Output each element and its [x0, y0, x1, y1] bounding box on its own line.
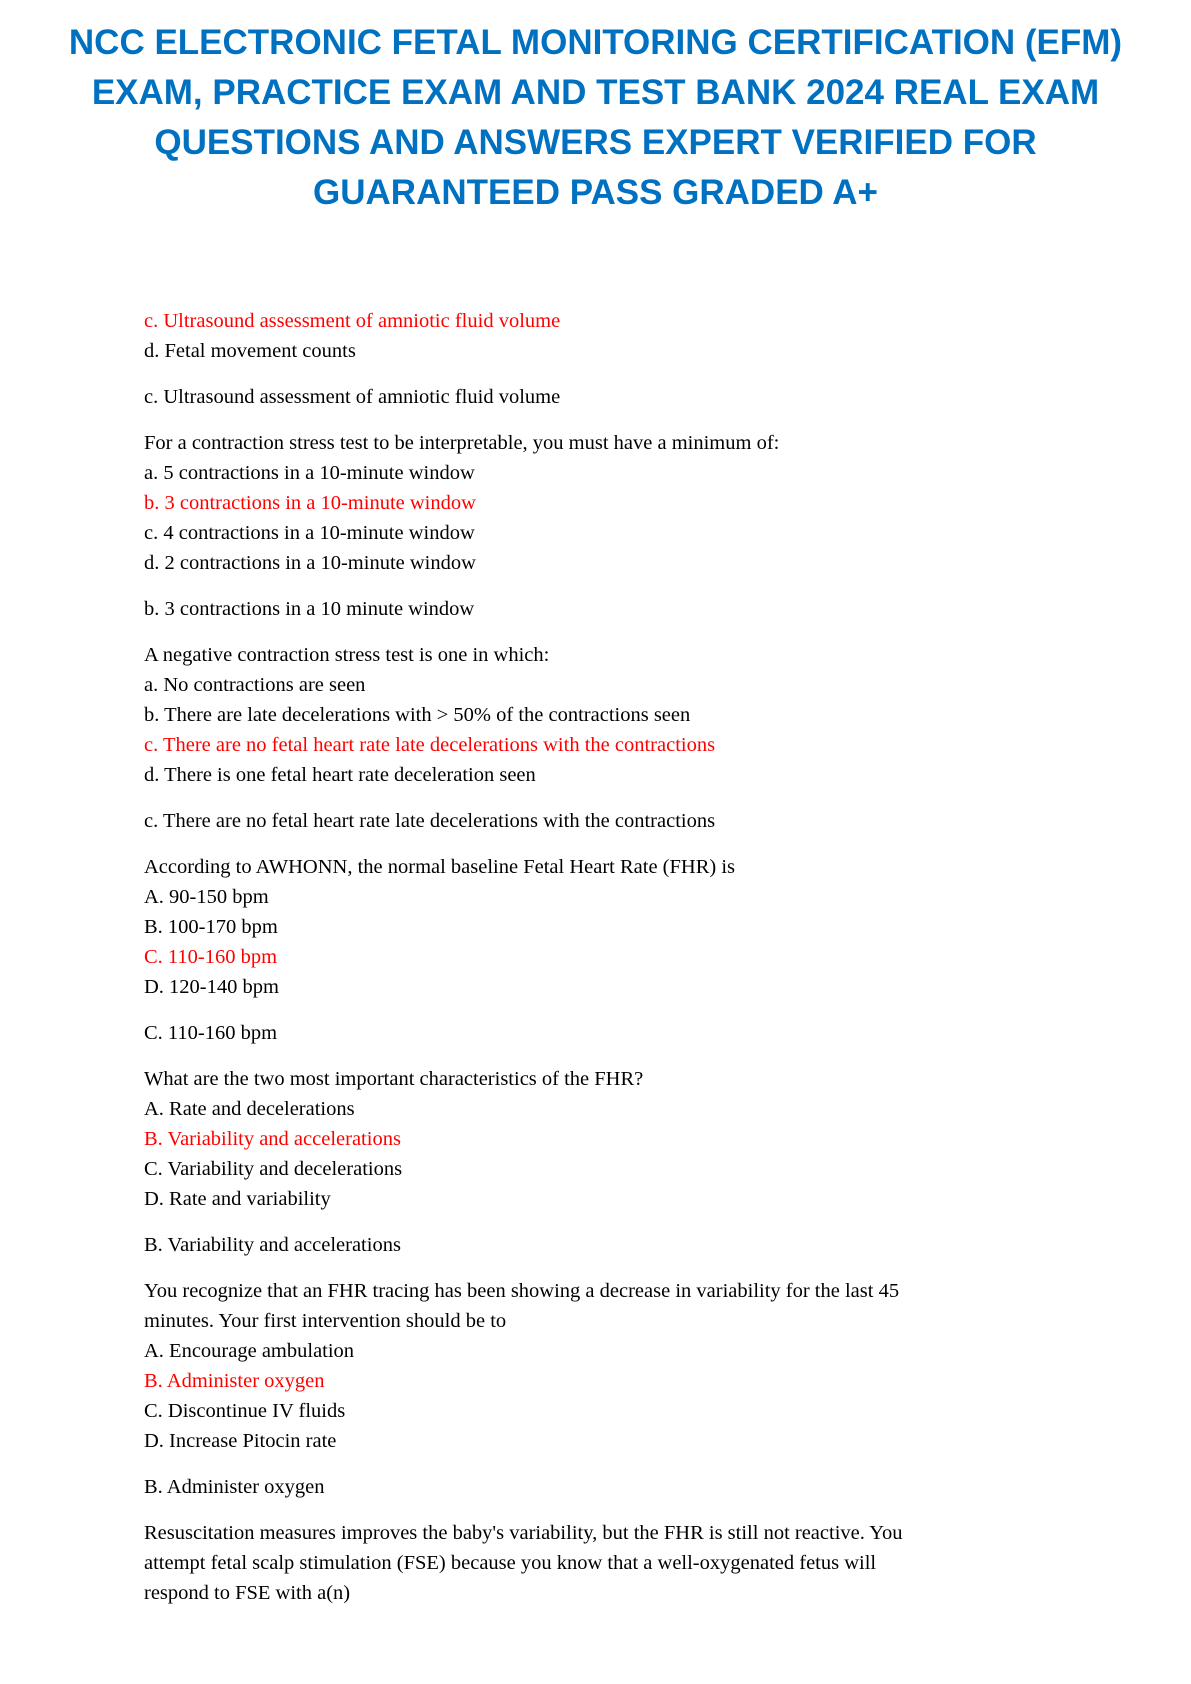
answer-block [144, 1472, 1064, 1502]
question-text: According to AWHONN, the normal baseline Fetal Heart Rate (FHR) is [144, 856, 736, 878]
answer-option: a. No contractions are seen [144, 674, 366, 696]
answer-option: d. Fetal movement counts [144, 340, 356, 362]
answer-key-line: c. Ultrasound assessment of amniotic fluid volume [144, 386, 561, 408]
question-text: For a contraction stress test to be interpretable, you must have a minimum of: [144, 432, 780, 454]
question-block [144, 428, 1064, 578]
question-block [144, 640, 1064, 790]
answer-block [144, 382, 1064, 412]
question-list [144, 306, 1064, 1624]
correct-option: c. There are no fetal heart rate late decelerations with the contractions [144, 734, 716, 756]
answer-key-line: B. Variability and accelerations [144, 1234, 401, 1256]
answer-option: D. Rate and variability [144, 1188, 331, 1210]
answer-key-line: B. Administer oxygen [144, 1476, 325, 1498]
document-title: NCC ELECTRONIC FETAL MONITORING CERTIFICATION (EFM) EXAM, PRACTICE EXAM AND TEST BANK 2024 REAL EXAM QUESTIONS AND ANSWERS EXPERT VERIFIED FOR GUARANTEED PASS GRADED A+ [68, 23, 1123, 212]
correct-option: C. 110-160 bpm [144, 946, 278, 968]
question-block [144, 1276, 1064, 1456]
answer-block [144, 1018, 1064, 1048]
answer-key-line: c. There are no fetal heart rate late decelerations with the contractions [144, 810, 716, 832]
answer-option: C. Variability and decelerations [144, 1158, 403, 1180]
answer-option: C. Discontinue IV fluids [144, 1400, 346, 1422]
answer-option: b. There are late decelerations with > 50% of the contractions seen [144, 704, 691, 726]
question-text: minutes. Your first intervention should be to [144, 1310, 507, 1332]
question-text: You recognize that an FHR tracing has been showing a decrease in variability for the last 45 [144, 1280, 900, 1302]
answer-block [144, 594, 1064, 624]
correct-option: B. Administer oxygen [144, 1370, 325, 1392]
answer-option: D. 120-140 bpm [144, 976, 279, 998]
question-text: respond to FSE with a(n) [144, 1582, 351, 1604]
question-text: What are the two most important characteristics of the FHR? [144, 1068, 644, 1090]
answer-option: D. Increase Pitocin rate [144, 1430, 337, 1452]
answer-option: B. 100-170 bpm [144, 916, 278, 938]
answer-block [144, 806, 1064, 836]
answer-option: d. 2 contractions in a 10-minute window [144, 552, 476, 574]
answer-key-line: C. 110-160 bpm [144, 1022, 278, 1044]
answer-option: A. Encourage ambulation [144, 1340, 355, 1362]
correct-option: c. Ultrasound assessment of amniotic fluid volume [144, 310, 561, 332]
question-block [144, 1518, 1064, 1608]
answer-block [144, 1230, 1064, 1260]
question-block [144, 306, 1064, 366]
question-text: Resuscitation measures improves the baby's variability, but the FHR is still not reactive. You [144, 1522, 903, 1544]
answer-option: A. 90-150 bpm [144, 886, 269, 908]
answer-option: d. There is one fetal heart rate deceleration seen [144, 764, 536, 786]
question-text: A negative contraction stress test is one in which: [144, 644, 550, 666]
correct-option: b. 3 contractions in a 10-minute window [144, 492, 476, 514]
question-text: attempt fetal scalp stimulation (FSE) because you know that a well-oxygenated fetus will [144, 1552, 877, 1574]
answer-key-line: b. 3 contractions in a 10 minute window [144, 598, 475, 620]
question-block [144, 1064, 1064, 1214]
correct-option: B. Variability and accelerations [144, 1128, 401, 1150]
question-block [144, 852, 1064, 1002]
answer-option: a. 5 contractions in a 10-minute window [144, 462, 475, 484]
answer-option: A. Rate and decelerations [144, 1098, 355, 1120]
answer-option: c. 4 contractions in a 10-minute window [144, 522, 475, 544]
